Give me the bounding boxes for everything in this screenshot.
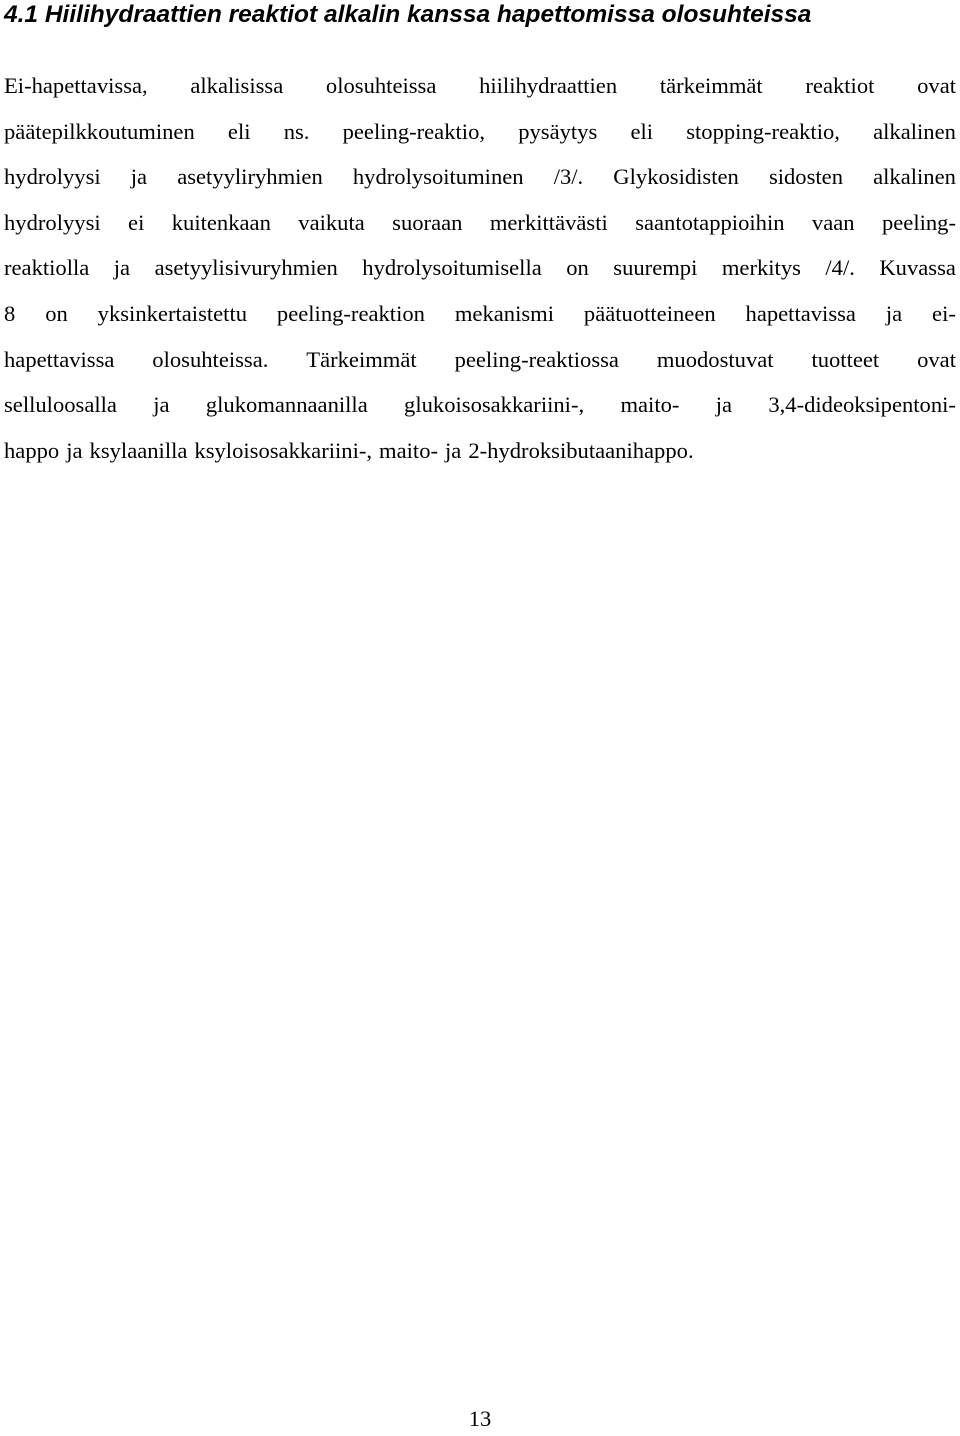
word: alkalinen [873,118,956,144]
word: hapettavissa [745,300,856,326]
word: on [45,300,68,326]
word: maito- [620,392,680,418]
word: vaan [811,209,855,235]
word: hapettavissa [4,346,115,372]
word: hydrolyysi [4,164,101,190]
word: ja [885,300,903,326]
paragraph-line [4,68,956,114]
word: hydrolysoitumisella [362,255,542,281]
word: asetyylisivuryhmien [154,255,338,281]
word: hydrolysoituminen [352,164,524,190]
word: tärkeimmät [659,73,763,98]
word: päätepilkkoutuminen [4,118,195,144]
word: peeling-reaktiossa [454,346,619,372]
word: ja [445,437,462,463]
paragraph-line [4,114,956,160]
word: vaikuta [298,209,365,235]
word: eli [227,118,251,144]
word: ksylaanilla [89,437,188,463]
paragraph-line [4,433,956,479]
word: maito- [379,437,439,463]
word: merkitys [721,255,801,281]
word: ja [153,392,170,418]
word: asetyyliryhmien [177,164,323,190]
word: ei- [932,300,956,326]
word: muodostuvat [656,346,774,372]
word: /3/. [553,164,584,190]
word: peeling- [881,209,956,235]
word: Glykosidisten [613,164,739,190]
word: ja [66,437,83,463]
word: hydrolyysi [4,209,101,235]
word: reaktiot [805,73,875,98]
word: olosuhteissa. [152,346,269,372]
word: suurempi [613,255,698,281]
word: pysäytys [518,118,598,144]
word: 2-hydroksibutaanihappo. [468,437,694,463]
word: suoraan [392,209,463,235]
word: ei [128,209,145,235]
section-heading: 4.1 Hiilihydraattien reaktiot alkalin kanssa hapettomissa olosuhteissa [4,1,812,28]
word: ovat [917,346,956,372]
word: ksyloisosakkariini-, [194,437,373,463]
word: 8 [4,300,16,326]
paragraph-line [4,205,956,251]
paragraph-line [4,250,956,296]
page-number: 13 [468,1406,492,1431]
word: sidosten [768,164,843,190]
word: peeling-reaktion [276,300,425,326]
word: on [566,255,589,281]
word: alkalisissa [190,73,284,98]
word: Ei-hapettavissa, [4,73,148,98]
word: ns. [283,118,310,144]
word: ja [715,392,733,418]
word: hiilihydraattien [479,73,618,98]
paragraph-line [4,159,956,205]
word: peeling-reaktio, [342,118,486,144]
paragraph-line [4,342,956,388]
word: olosuhteissa [325,73,437,98]
word: glukomannaanilla [205,392,368,418]
word: saantotappioihin [635,209,785,235]
word: yksinkertaistettu [97,300,248,326]
word: ovat [917,73,956,98]
word: /4/. [825,255,855,281]
word: 3,4-dideoksipentoni- [768,392,956,418]
word: kuitenkaan [171,209,271,235]
word: selluloosalla [4,392,117,418]
paragraph-line [4,387,956,433]
word: Kuvassa [879,255,956,281]
word: mekanismi [454,300,555,326]
word: stopping-reaktio, [686,118,840,144]
paragraph-line [4,296,956,342]
word: merkittävästi [489,209,608,235]
word: glukoisosakkariini-, [404,392,585,418]
word: ja [130,164,148,190]
word: reaktiolla [4,255,90,281]
word: Tärkeimmät [306,346,417,372]
word: happo [4,437,60,463]
word: päätuotteineen [583,300,716,326]
word: alkalinen [873,164,956,190]
word: ja [113,255,131,281]
body-paragraph [4,68,956,478]
word: tuotteet [811,346,880,372]
word: eli [630,118,654,144]
